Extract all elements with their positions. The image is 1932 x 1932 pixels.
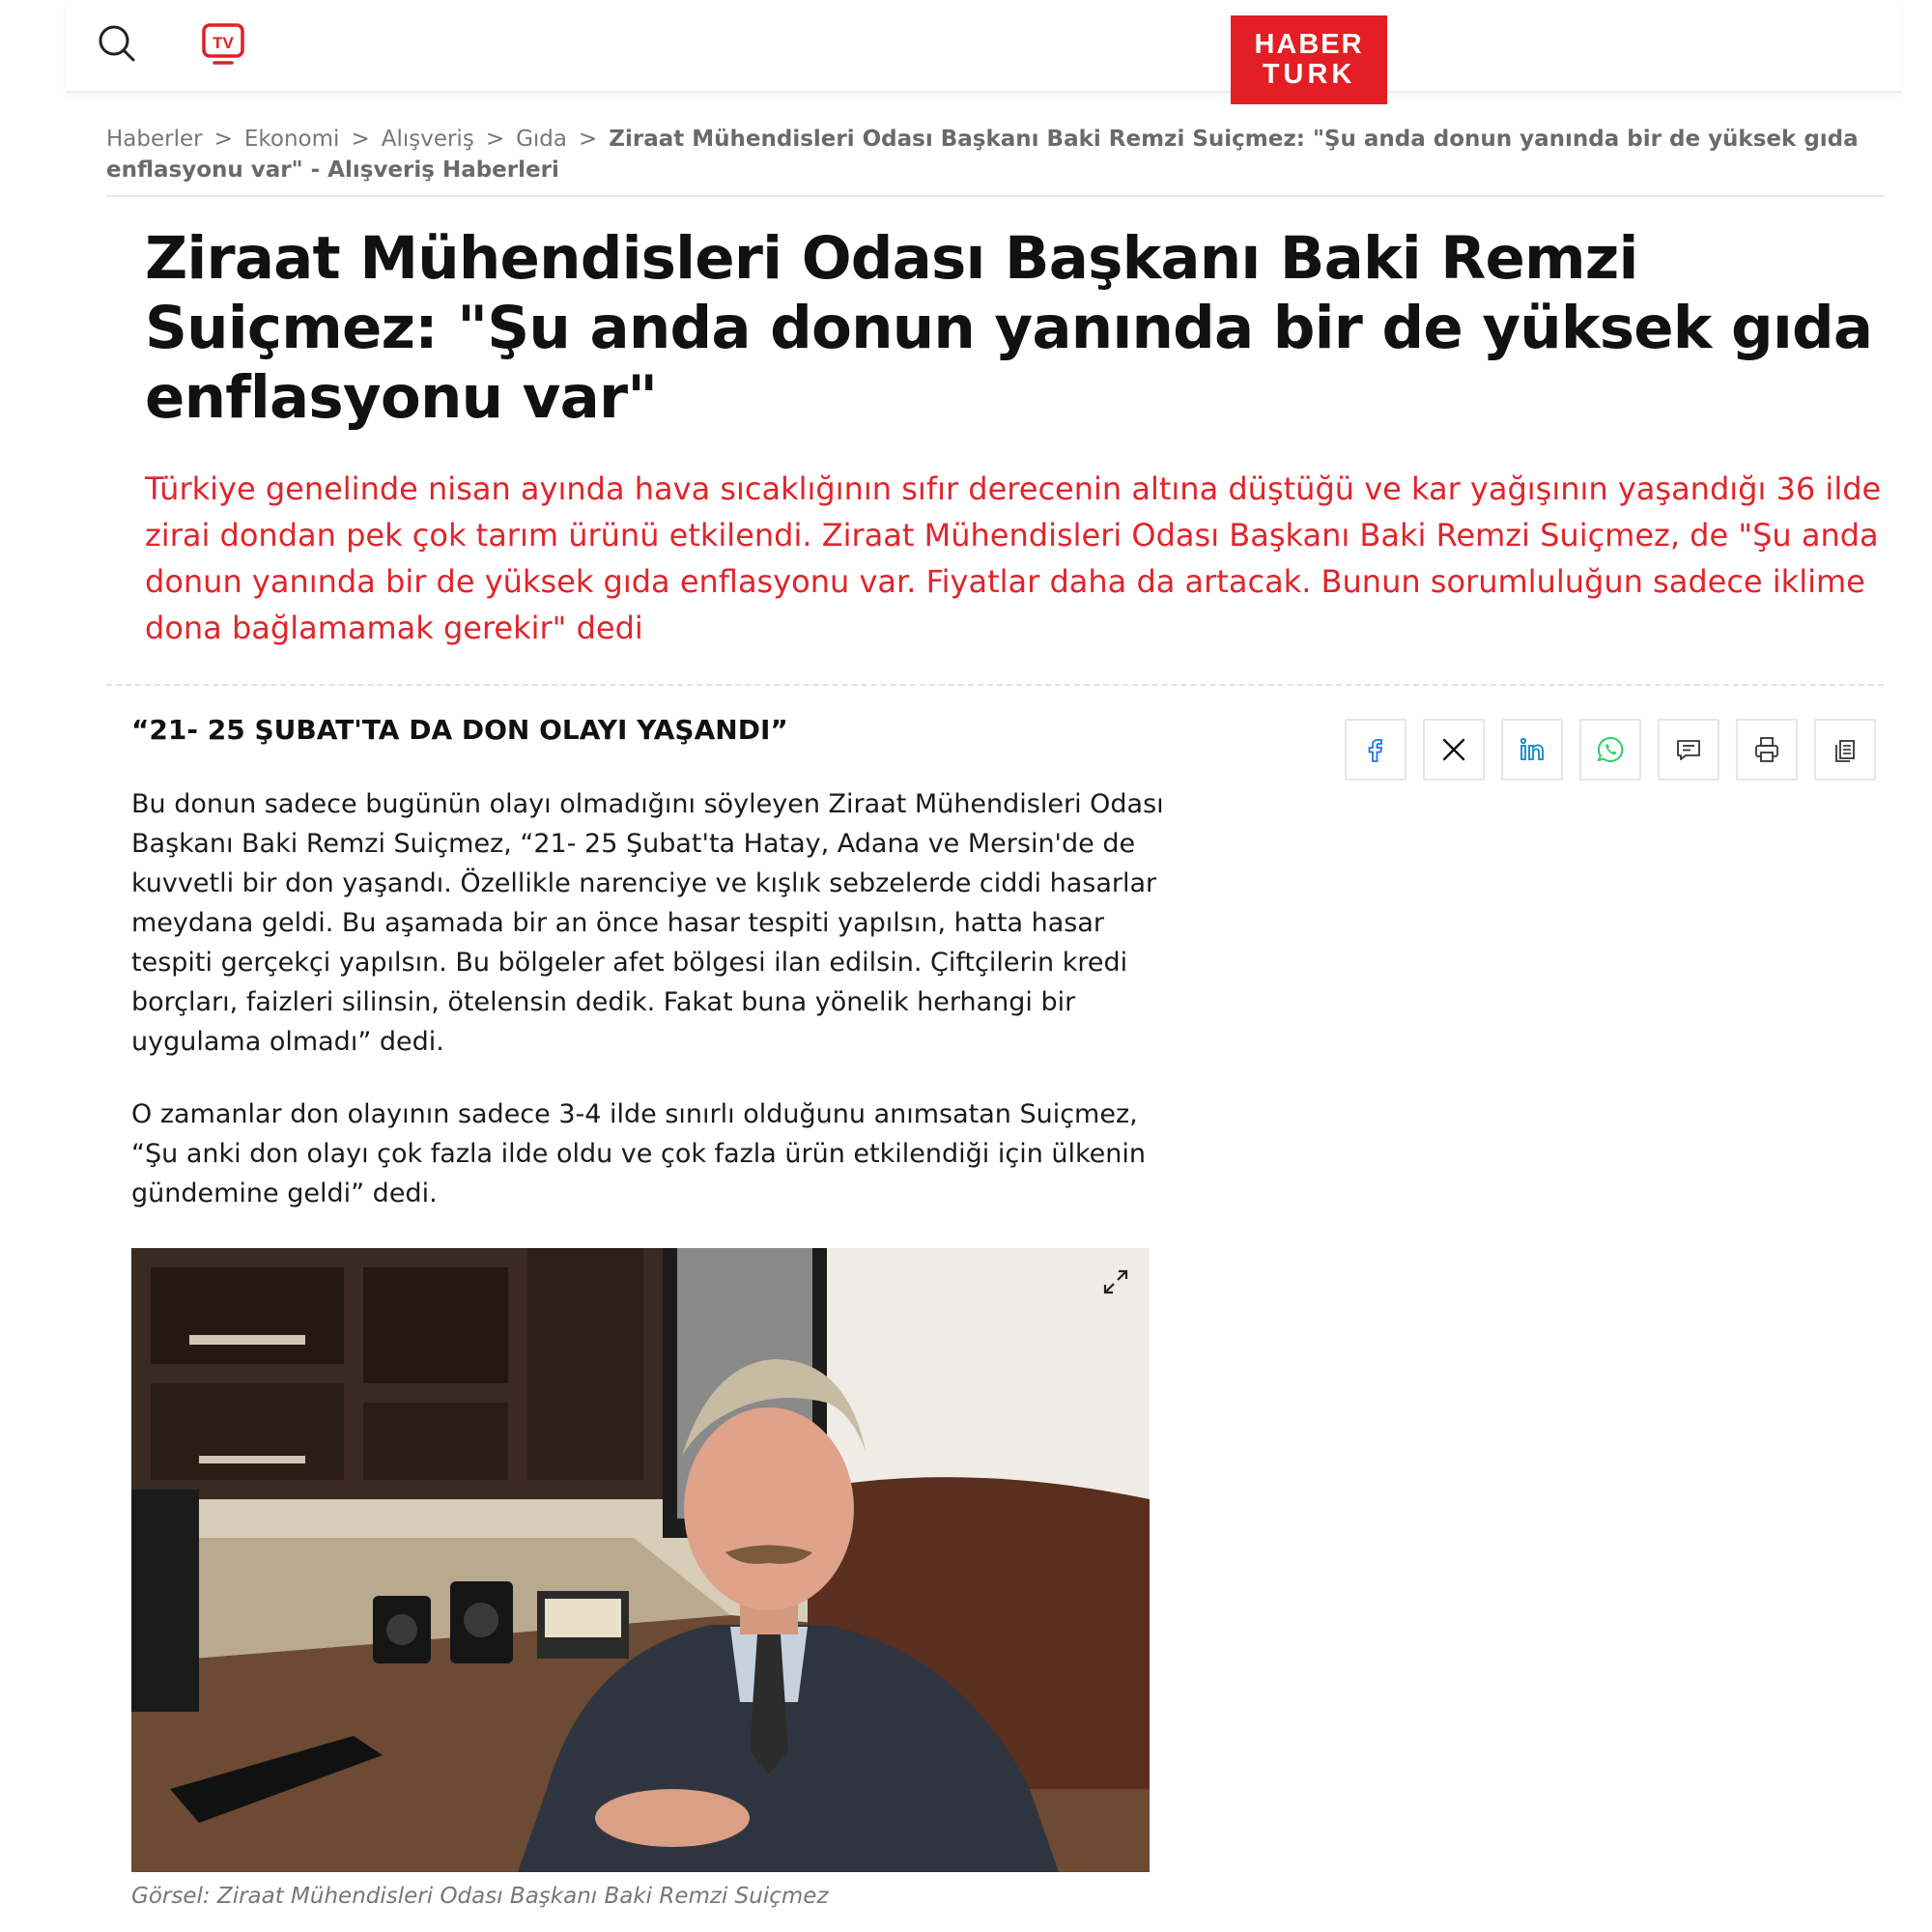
search-button[interactable]	[95, 21, 139, 66]
article-title: Ziraat Mühendisleri Odası Başkanı Baki Remzi Suiçmez: "Şu anda donun yanında bir de yüksek gıda enflasyonu var"	[145, 224, 1873, 432]
expand-image-button[interactable]	[1099, 1265, 1132, 1298]
share-print-button[interactable]	[1736, 719, 1798, 781]
share-whatsapp-button[interactable]	[1579, 719, 1641, 781]
breadcrumb-item-alisveris[interactable]: Alışveriş	[381, 127, 474, 152]
share-facebook-button[interactable]	[1345, 719, 1406, 781]
tv-label: TV	[213, 34, 234, 52]
site-header	[66, 0, 1901, 93]
share-bar	[1345, 719, 1876, 781]
copy-icon	[1830, 734, 1861, 765]
article-paragraph: O zamanlar don olayının sadece 3-4 ilde sınırlı olduğunu anımsatan Suiçmez, “Şu anki don olayı çok fazla ilde oldu ve çok fazla ürün etkilendiği için ülkenin gündemine geldi” dedi.	[131, 1099, 1147, 1208]
article-image[interactable]	[131, 1248, 1150, 1872]
search-icon	[95, 21, 139, 66]
x-icon	[1438, 734, 1469, 765]
logo-line1: HABER	[1254, 29, 1364, 60]
logo-line2: TURK	[1262, 59, 1356, 90]
breadcrumb-current: Ziraat Mühendisleri Odası Başkanı Baki Remzi Suiçmez: "Şu anda donun yanında bir de yüksek gıda enflasyonu var" - Alışveriş Haberleri	[106, 127, 1859, 183]
breadcrumb-separator: >	[579, 127, 598, 152]
article-paragraph: Bu donun sadece bugünün olayı olmadığını söyleyen Ziraat Mühendisleri Odası Başkanı Baki Remzi Suiçmez, “21- 25 Şubat'ta Hatay, Adana ve Mersin'de de kuvvetli bir don yaşandı. Özellikle narenciye ve kışlık sebzelerde ciddi hasarlar meydana geldi. Bu aşamada bir an önce hasar tespiti yapılsın, hatta hasar tespiti gerçekçi yapılsın. Bu bölgeler afet bölgesi ilan edilsin. Çiftçilerin kredi borçları, faizleri silinsin, ötelensin dedik. Fakat buna yönelik herhangi bir uygulama olmadı” dedi.	[131, 789, 1164, 1057]
article-subheading: “21- 25 ŞUBAT'TA DA DON OLAYI YAŞANDI”	[131, 714, 788, 746]
breadcrumb-separator: >	[485, 127, 505, 152]
print-icon	[1751, 734, 1782, 765]
facebook-icon	[1360, 734, 1391, 765]
tv-icon	[199, 21, 247, 68]
breadcrumb-separator: >	[351, 127, 370, 152]
breadcrumb-item-ekonomi[interactable]: Ekonomi	[243, 127, 340, 152]
breadcrumb-item-gida[interactable]: Gıda	[516, 127, 568, 152]
share-linkedin-button[interactable]	[1501, 719, 1563, 781]
office-photo	[131, 1248, 1150, 1872]
divider	[106, 684, 1884, 686]
breadcrumb-separator: >	[213, 127, 233, 152]
comment-icon	[1673, 734, 1704, 765]
breadcrumb-item-haberler[interactable]: Haberler	[106, 127, 203, 152]
share-comment-button[interactable]	[1658, 719, 1719, 781]
image-caption: Görsel: Ziraat Mühendisleri Odası Başkanı Baki Remzi Suiçmez	[131, 1884, 829, 1909]
haberturk-logo[interactable]	[1231, 15, 1387, 104]
share-x-button[interactable]	[1423, 719, 1485, 781]
article-spot: Türkiye genelinde nisan ayında hava sıcaklığının sıfır derecenin altına düştüğü ve kar yağışının yaşandığı 36 ilde zirai dondan pek çok tarım ürünü etkilendi. Ziraat Mühendisleri Odası Başkanı Baki Remzi Suiçmez, de "Şu anda donun yanında bir de yüksek gıda enflasyonu var. Fiyatlar daha da artacak. Bunun sorumluluğun sadece iklime dona bağlamamak gerekir" dedi	[145, 470, 1882, 646]
whatsapp-icon	[1595, 734, 1626, 765]
tv-button[interactable]	[199, 21, 247, 68]
share-copy-button[interactable]	[1814, 719, 1876, 781]
linkedin-icon	[1517, 734, 1548, 765]
expand-icon	[1099, 1265, 1132, 1298]
breadcrumb	[106, 124, 1884, 197]
